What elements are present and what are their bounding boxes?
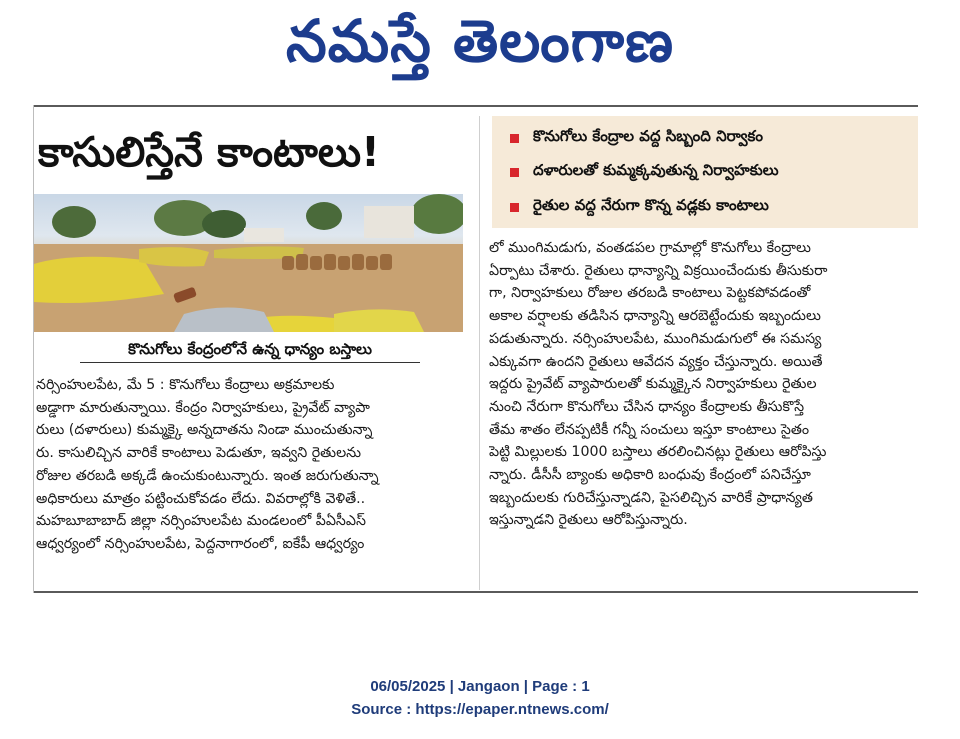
photo-caption: కొనుగోలు కేంద్రంలోనే ఉన్న ధాన్యం బస్తాలు bbox=[80, 338, 420, 363]
square-bullet-icon bbox=[510, 168, 519, 177]
body-line: రు. కాసులిచ్చిన వారికే కాంటాలు పెడుతూ, ఇవ్వని రైతులను bbox=[36, 445, 362, 462]
body-line: అడ్డాగా మారుతున్నాయి. కేంద్రం నిర్వాహకులు, ప్రైవేట్ వ్యాపా bbox=[36, 399, 370, 416]
square-bullet-icon bbox=[510, 134, 519, 143]
grain-bags-photo-illustration bbox=[34, 194, 463, 332]
body-line: రులు (దళారులు) కుమ్మక్కై అన్నదాతను నిండా ముంచుతున్నా bbox=[36, 422, 373, 439]
square-bullet-icon bbox=[510, 203, 519, 212]
body-line: అకాల వర్షాలకు తడిసిన ధాన్యాన్ని ఆరబెట్టేందుకు ఇబ్బందులు bbox=[489, 308, 821, 325]
body-line: గా, నిర్వాహకులు రోజుల తరబడి కాంటాలు పెట్టకపోవడంతో bbox=[489, 285, 811, 302]
body-line: అధికారులు మాత్రం పట్టించుకోవడం లేదు. వివరాల్లోకి వెళితే.. bbox=[36, 490, 366, 507]
body-line: నర్సింహులపేట, మే 5 : కొనుగోలు కేంద్రాలు అక్రమాలకు bbox=[36, 377, 335, 393]
column-divider bbox=[479, 116, 480, 590]
body-line: ఇబ్బందులకు గురిచేస్తున్నాడని, పైసలిచ్చిన వారికే ప్రాధాన్యత bbox=[489, 489, 813, 506]
body-line: ఇస్తున్నాడని రైతులు ఆరోపిస్తున్నారు. bbox=[489, 512, 688, 529]
highlight-text: కొనుగోలు కేంద్రాల వద్ద సిబ్బంది నిర్వాకం bbox=[533, 127, 763, 145]
body-line: పడుతున్నారు. నర్సింహులపేట, ముంగిమడుగులో ఈ సమస్య bbox=[489, 330, 822, 347]
body-line: ఏర్పాటు చేశారు. రైతులు ధాన్యాన్ని విక్రయించేందుకు తీసుకురా bbox=[489, 262, 828, 279]
top-rule bbox=[34, 105, 918, 107]
highlight-text: దళారులతో కుమ్మక్కవుతున్న నిర్వాహకులు bbox=[533, 161, 779, 179]
edition-info: 06/05/2025 | Jangaon | Page : 1 bbox=[370, 678, 590, 695]
article-headline: కాసులిస్తేనే కాంటాలు! bbox=[38, 128, 380, 176]
newspaper-masthead: నమస్తే తెలంగాణ bbox=[286, 7, 674, 75]
body-line: పెట్టి మిల్లులకు 1000 బస్తాలు తరలించినట్లు రైతులు ఆరోపిస్తు bbox=[489, 444, 827, 461]
highlight-item bbox=[510, 155, 779, 189]
body-line: నుంచి నేరుగా కొనుగోలు చేసిన ధాన్యం కేంద్రాలకు తీసుకొస్తే bbox=[489, 398, 805, 415]
article-body-left-column bbox=[36, 374, 476, 556]
left-border bbox=[33, 105, 34, 593]
body-line: తేమ శాతం లేనప్పటికీ గన్నీ సంచులు ఇస్తూ కాంటాలు సైతం bbox=[489, 421, 810, 438]
body-line: మహబూబాబాద్ జిల్లా నర్సింహులపేట మండలంలో పీఏసీఎస్ bbox=[36, 513, 366, 530]
highlight-text: రైతుల వద్ద నేరుగా కొన్న వడ్లకు కాంటాలు bbox=[533, 196, 769, 214]
body-line: ఇద్దరు ప్రైవేట్ వ్యాపారులతో కుమ్మక్కైన నిర్వాహకులు రైతుల bbox=[489, 376, 817, 393]
body-line: ఎక్కువగా ఉందని రైతులు ఆవేదన వ్యక్తం చేస్తున్నారు. అయితే bbox=[489, 353, 823, 370]
highlight-item bbox=[510, 121, 763, 155]
body-line: న్నారు. డీసీసీ బ్యాంకు అధికారి బంధువు కేంద్రంలో పనిచేస్తూ bbox=[489, 467, 811, 484]
body-line: రోజుల తరబడి అక్కడే ఉంచుకుంటున్నారు. ఇంత జరుగుతున్నా bbox=[36, 467, 379, 484]
article-photo bbox=[34, 194, 463, 332]
highlights-box bbox=[492, 116, 918, 228]
body-line: ఆధ్వర్యంలో నర్సింహులపేట, పెద్దనాగారంలో, ఐకేపీ ఆధ్వర్యం bbox=[36, 535, 365, 552]
bottom-rule bbox=[34, 591, 918, 593]
body-line: లో ముంగిమడుగు, వంతడపల గ్రామాల్లో కొనుగోలు కేంద్రాలు bbox=[489, 240, 811, 256]
highlight-item bbox=[510, 190, 769, 224]
source-info: Source : https://epaper.ntnews.com/ bbox=[351, 701, 609, 718]
article-body-right-column bbox=[489, 237, 919, 532]
